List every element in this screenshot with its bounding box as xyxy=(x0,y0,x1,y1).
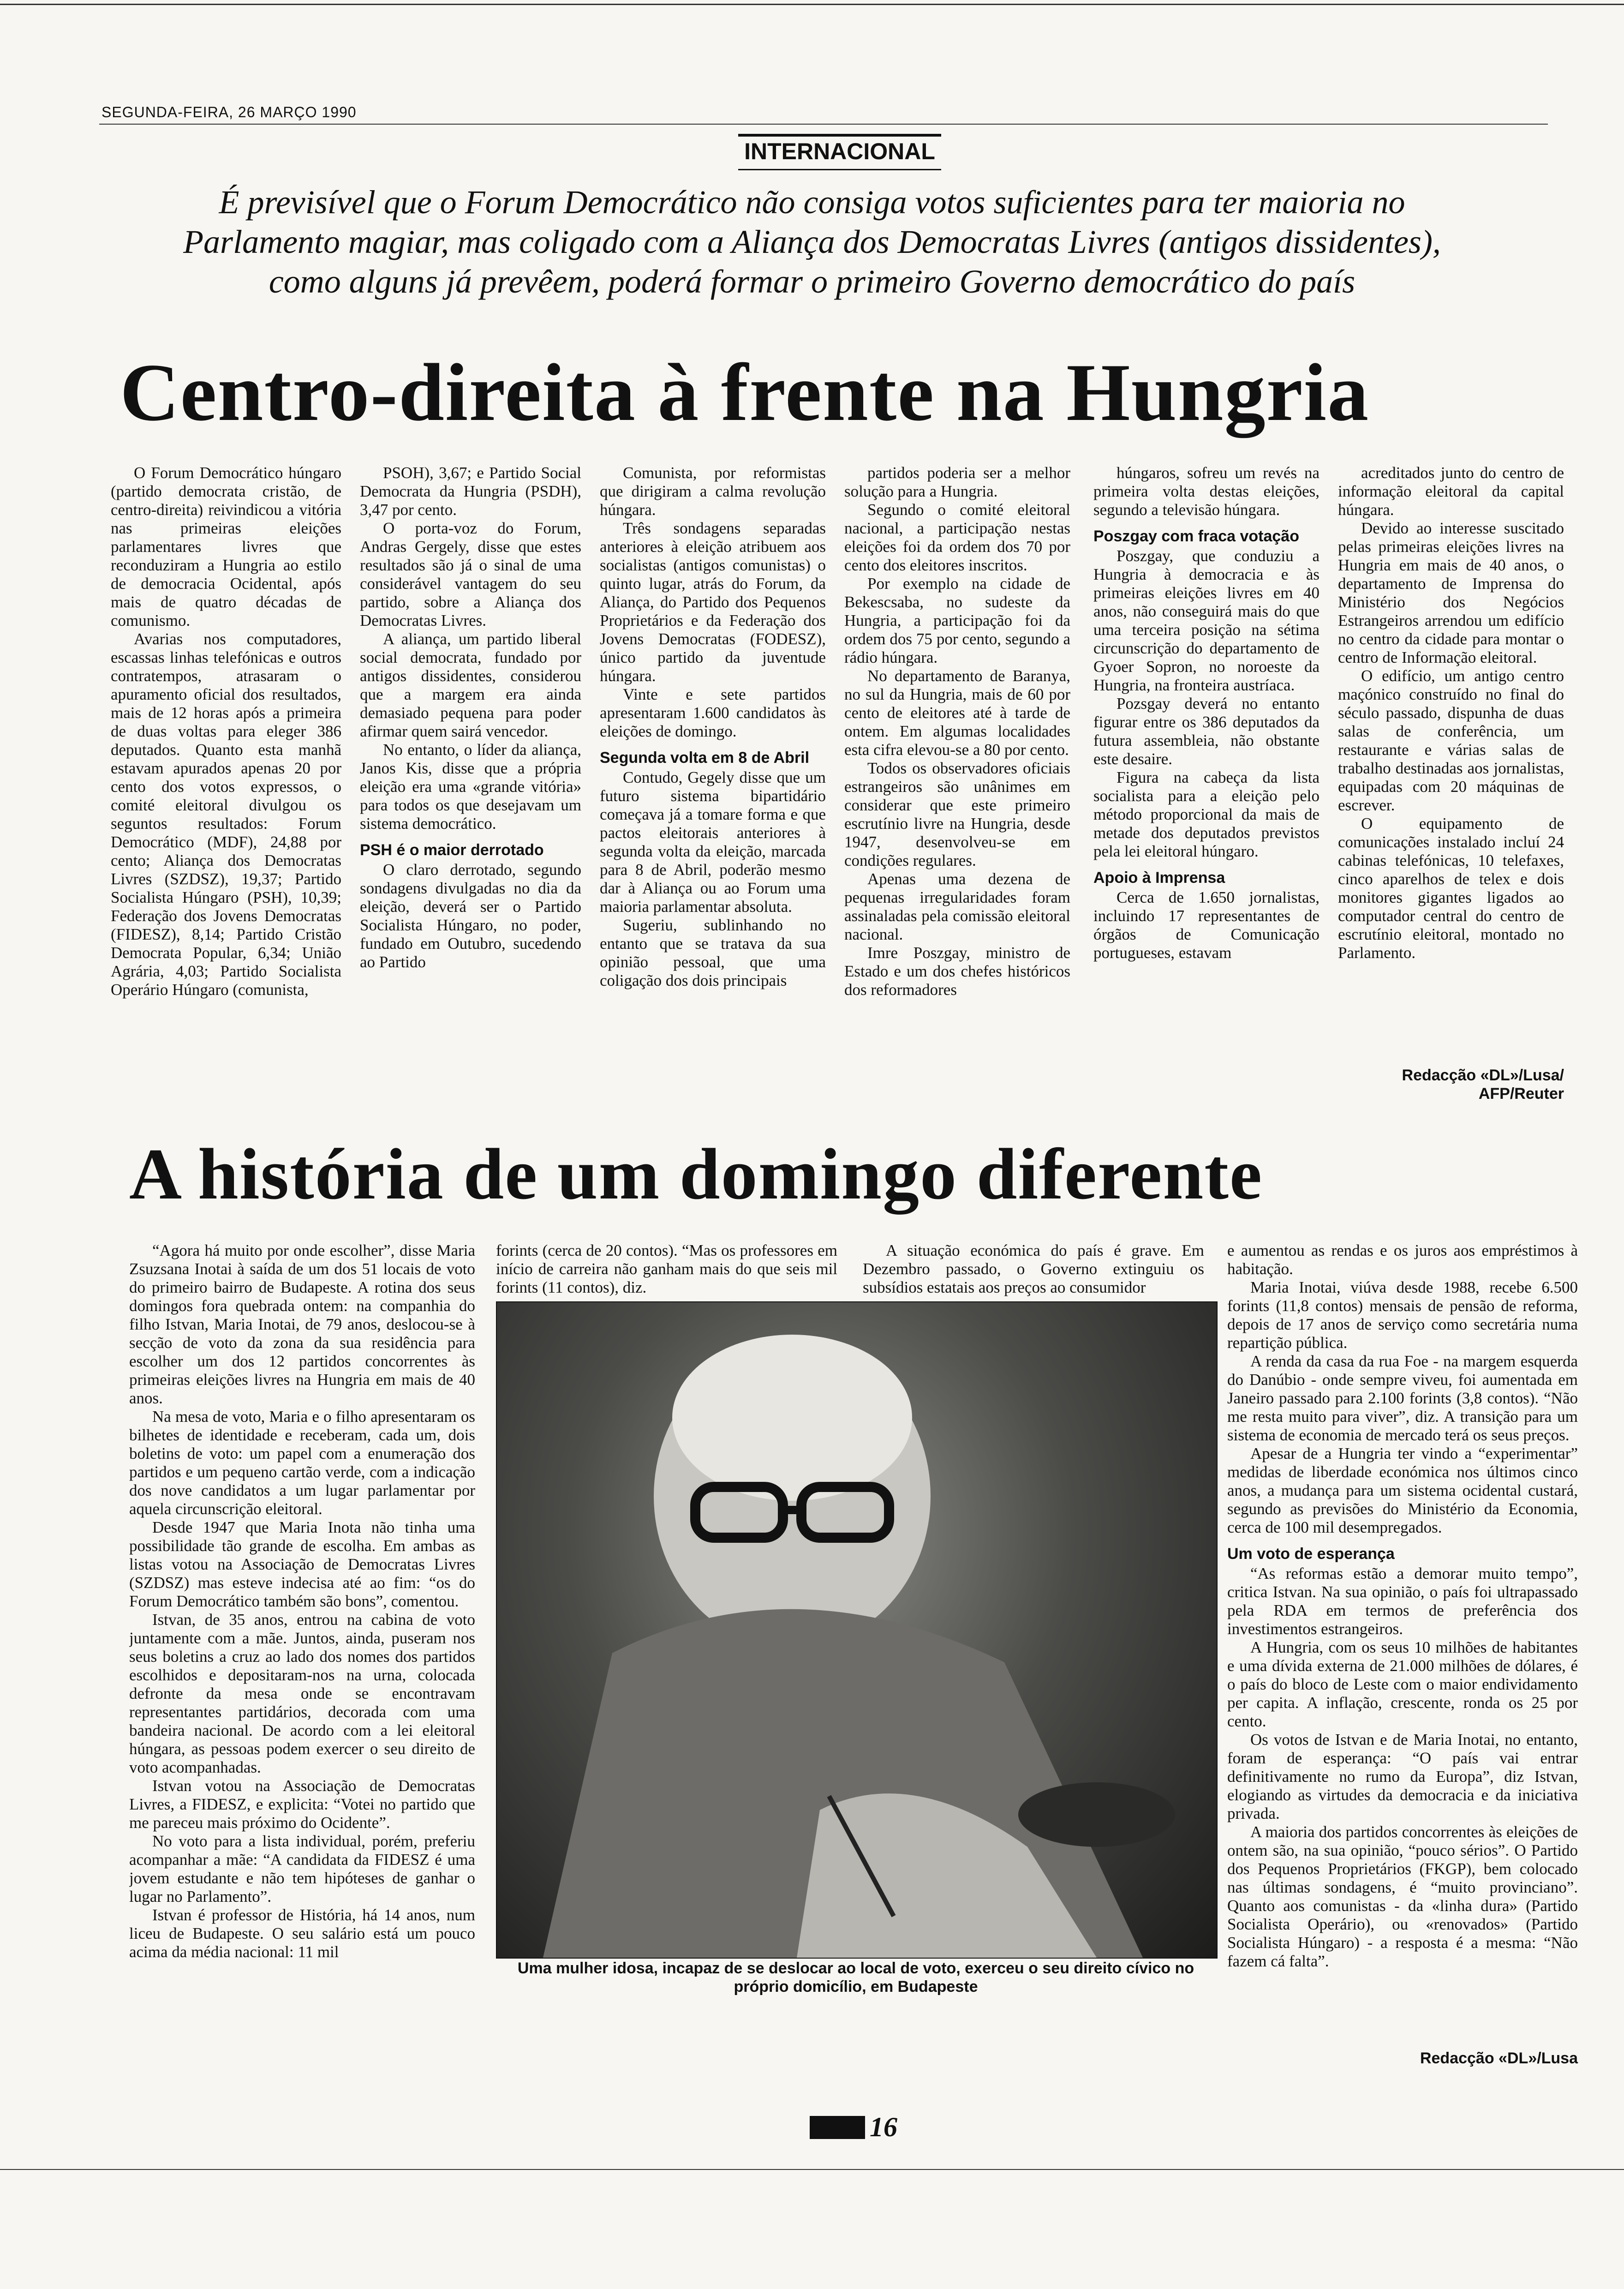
paragraph: Apenas uma dezena de pequenas irregularidades foram assinaladas pela comissão eleitoral nacional. xyxy=(844,870,1070,943)
paragraph: Contudo, Gegely disse que um futuro sistema bipartidário começava já a tomare forma e que pactos eleitorais anteriores à segunda volta da eleição, marcada para 8 de Abril, poderão mesmo dar à Aliança ou ao Forum uma maioria parlamentar absoluta. xyxy=(600,768,826,916)
article1-column-3 xyxy=(600,464,826,1119)
voting-photo xyxy=(496,1301,1218,1959)
paragraph: A renda da casa da rua Foe - na margem esquerda do Danúbio - onde sempre viveu, foi aumentada em Janeiro passado para 2.100 forints (3,8 contos). “Não me resta muito para viver”, diz. A transição para um sistema de economia de mercado terá os seus preços. xyxy=(1227,1352,1578,1444)
paragraph: A situação económica do país é grave. Em Dezembro passado, o Governo extinguiu os subsídios estatais aos preços ao consumidor xyxy=(863,1241,1204,1296)
headline-hungary: Centro-direita à frente na Hungria xyxy=(120,347,1370,438)
paragraph: Devido ao interesse suscitado pelas primeiras eleições livres na Hungria em mais de 40 anos, o departamento de Imprensa do Ministério dos Negócios Estrangeiros arrendou um edifício no centro da cidade para montar o centro de Informação eleitoral. xyxy=(1338,519,1564,666)
paragraph: Três sondagens separadas anteriores à eleição atribuem aos socialistas (antigos comunistas) o quinto lugar, atrás do Forum, da Aliança, do Partido dos Pequenos Proprietários e da Federação dos Jovens Democratas (FODESZ), único partido da juventude húngara. xyxy=(600,519,826,685)
paragraph: O porta-voz do Forum, Andras Gergely, disse que estes resultados são já o sinal de uma considerável vantagem do seu partido, sobre a Aliança dos Democratas Livres. xyxy=(360,519,581,629)
paragraph: Os votos de Istvan e de Maria Inotai, no entanto, foram de esperança: “O país vai entrar definitivamente no rumo da Europa”, diz Istvan, elogiando as virtudes da democracia e da iniciativa privada. xyxy=(1227,1731,1578,1822)
paragraph: Apesar de a Hungria ter vindo a “experimentar” medidas de liberdade económica nos últimos cinco anos, a mudança para um sistema ocidental custará, segundo as previsões do Ministério da Economia, cerca de 100 mil desempregados. xyxy=(1227,1444,1578,1536)
paragraph: PSOH), 3,67; e Partido Social Democrata da Hungria (PSDH), 3,47 por cento. xyxy=(360,464,581,519)
paragraph: Istvan votou na Associação de Democratas Livres, a FIDESZ, e explicita: “Votei no partido que me pareceu mais próximo do Ocidente”. xyxy=(129,1777,475,1832)
article1-column-2 xyxy=(360,464,581,1119)
article2-column-2 xyxy=(496,1241,837,1297)
dateline: SEGUNDA-FEIRA, 26 MARÇO 1990 xyxy=(102,104,357,120)
paragraph: Istvan, de 35 anos, entrou na cabina de voto juntamente com a mãe. Juntos, ainda, puseram nos seus boletins a cruz ao lado dos nomes dos partidos escolhidos e depositaram-nos na urna, colocada defronte da mesa onde se encontravam representantes partidários, decorada com uma bandeira nacional. De acordo com a lei eleitoral húngara, as pessoas podem exercer o seu direito de voto acompanhadas. xyxy=(129,1611,475,1776)
headline-sunday: A história de um domingo diferente xyxy=(129,1134,1263,1215)
paragraph: Figura na cabeça da lista socialista para a eleição pelo método proporcional da mais de metade dos deputados previstos pela lei eleitoral húngaro. xyxy=(1093,768,1320,860)
article2-column-3 xyxy=(863,1241,1204,1297)
article2-credit: Redacção «DL»/Lusa xyxy=(1420,2049,1578,2067)
article1-credit: Redacção «DL»/Lusa/ AFP/Reuter xyxy=(1402,1067,1564,1103)
paragraph: Imre Poszgay, ministro de Estado e um dos chefes históricos dos reformadores xyxy=(844,944,1070,999)
subheading: Um voto de esperança xyxy=(1227,1545,1395,1563)
paragraph: O Forum Democrático húngaro (partido democrata cristão, de centro-direita) reivindicou a vitória nas primeiras eleições parlamentares livres que reconduziram a Hungria ao estilo de democracia Ocidental, após mais de quatro décadas de comunismo. xyxy=(111,464,341,629)
paragraph: Vinte e sete partidos apresentaram 1.600 candidatos às eleições de domingo. xyxy=(600,685,826,740)
paragraph: A maioria dos partidos concorrentes às eleições de ontem são, na sua opinião, “pouco sérios”. O Partido dos Pequenos Proprietários (FKGP), bem colocado nas últimas sondagens, é “muito provinciano”. Quanto aos comunistas - da «linha dura» (Partido Socialista Operário), ou «renovados» (Partido Socialista Húngaro) - a resposta é a mesma: “Não fazem cá falta”. xyxy=(1227,1823,1578,1970)
paragraph: Desde 1947 que Maria Inota não tinha uma possibilidade tão grande de escolha. Em ambas as listas votou na Associação de Democratas Livres (SZDSZ) mas esteve indecisa até ao fim: “os do Forum Democrático também são bons”, comentou. xyxy=(129,1518,475,1610)
paragraph: forints (cerca de 20 contos). “Mas os professores em início de carreira não ganham mais do que seis mil forints (11 contos), diz. xyxy=(496,1241,837,1296)
paragraph: partidos poderia ser a melhor solução para a Hungria. xyxy=(844,464,1070,500)
paragraph: Segundo o comité eleitoral nacional, a participação nestas eleições foi da ordem dos 70 por cento dos eleitores inscritos. xyxy=(844,501,1070,574)
subheading: Poszgay com fraca votação xyxy=(1093,527,1299,545)
paragraph: No voto para a lista individual, porém, preferiu acompanhar a mãe: “A candidata da FIDESZ é uma jovem estudante e não tem hipóteses de ganhar o lugar no Parlamento”. xyxy=(129,1832,475,1906)
paragraph: Cerca de 1.650 jornalistas, incluindo 17 representantes de órgãos de Comunicação portugueses, estavam xyxy=(1093,888,1320,962)
article1-column-1 xyxy=(111,464,341,1119)
subheading: Apoio à Imprensa xyxy=(1093,869,1225,887)
newspaper-logo xyxy=(810,2116,865,2139)
paragraph: O claro derrotado, segundo sondagens divulgadas no dia da eleição, deverá ser o Partido Socialista Húngaro, no poder, fundado em Outubro, sucedendo ao Partido xyxy=(360,861,581,971)
paragraph: Na mesa de voto, Maria e o filho apresentaram os bilhetes de identidade e receberam, cada um, dois boletins de voto: um papel com a enumeração dos partidos e um pequeno cartão verde, com a indicação dos nove candidatos a um lugar parlamentar por aquela circunscrição eleitoral. xyxy=(129,1408,475,1518)
lead-paragraph: É previsível que o Forum Democrático não consiga votos suficientes para ter maioria no Parlamento magiar, mas coligado com a Aliança dos Democratas Livres (antigos dissidentes), como alguns já prevêem, poderá formar o primeiro Governo democrático do país xyxy=(183,184,1441,300)
paragraph: e aumentou as rendas e os juros aos empréstimos à habitação. xyxy=(1227,1241,1578,1278)
article1-column-6 xyxy=(1338,464,1564,1064)
dateline-rule xyxy=(99,124,1548,125)
paragraph: Por exemplo na cidade de Bekescsaba, no sudeste da Hungria, a participação foi da ordem dos 75 por cento, segundo a rádio húngara. xyxy=(844,575,1070,666)
article2-column-1 xyxy=(129,1241,475,2072)
section-label: INTERNACIONAL xyxy=(738,134,941,170)
subheading: Segunda volta em 8 de Abril xyxy=(600,749,810,767)
article1-column-5 xyxy=(1093,464,1320,1119)
photo-illustration xyxy=(497,1302,1217,1958)
paragraph: A aliança, um partido liberal social democrata, fundado por antigos dissidentes, considerou que a margem era ainda demasiado pequena para poder afirmar quem sairá vencedor. xyxy=(360,630,581,740)
paragraph: Poszgay, que conduziu a Hungria à democracia e às primeiras eleições livres em 40 anos, não conseguirá mais do que uma terceira posição na sétima circunscrição do departamento de Gyoer Sopron, no noroeste da Hungria, na fronteira austríaca. xyxy=(1093,547,1320,694)
paragraph: húngaros, sofreu um revés na primeira volta destas eleições, segundo a televisão húngara. xyxy=(1093,464,1320,519)
paragraph: Pozsgay deverá no entanto figurar entre os 386 deputados da futura assembleia, não obstante este desaire. xyxy=(1093,695,1320,768)
article1-column-4 xyxy=(844,464,1070,1119)
page-number: 16 xyxy=(870,2112,897,2142)
paragraph: “Agora há muito por onde escolher”, disse Maria Zsuzsana Inotai à saída de um dos 51 locais de voto do primeiro bairro de Budapeste. A rotina dos seus domingos fora quebrada ontem: na companhia do filho Istvan, Maria Inotai, de 79 anos, deslocou-se à secção de voto da zona da sua residência para escolher um dos 12 partidos concorrentes às primeiras eleições livres na Hungria em mais de 40 anos. xyxy=(129,1241,475,1407)
paragraph: “As reformas estão a demorar muito tempo”, critica Istvan. Na sua opinião, o país foi ultrapassado pela RDA em termos de preferência dos investimentos estrangeiros. xyxy=(1227,1564,1578,1638)
paragraph: O equipamento de comunicações instalado incluí 24 cabinas telefónicas, 10 telefaxes, cinco aparelhos de telex e dois monitores gigantes ligados ao computador central do centro de escrutínio eleitoral, montado no Parlamento. xyxy=(1338,815,1564,962)
paragraph: No departamento de Baranya, no sul da Hungria, mais de 60 por cento de eleitores até à tarde de ontem. Em algumas localidades esta cifra elevou-se a 80 por cento. xyxy=(844,667,1070,759)
paragraph: Istvan é professor de História, há 14 anos, num liceu de Budapeste. O seu salário está um pouco acima da média nacional: 11 mil xyxy=(129,1906,475,1961)
paragraph: acreditados junto do centro de informação eleitoral da capital húngara. xyxy=(1338,464,1564,519)
footer-rule xyxy=(0,2169,1624,2170)
paragraph: No entanto, o líder da aliança, Janos Kis, disse que a própria eleição era uma «grande vitória» para todos os que desejavam um sistema democrático. xyxy=(360,741,581,833)
paragraph: Avarias nos computadores, escassas linhas telefónicas e outros contratempos, atrasaram o apuramento oficial dos resultados, mais de 12 horas após a primeira de duas voltas para eleger 386 deputados. Quanto esta manhã estavam apurados apenas 20 por cento dos votos expressos, o comité eleitoral divulgou os seguntos resultados: Forum Democrático (MDF), 24,88 por cento; Aliança dos Democratas Livres (SZDSZ), 19,37; Partido Socialista Húngaro (PSH), 10,39; Federação dos Jovens Democratas (FIDESZ), 8,14; Partido Cristão Democrata Popular, 6,34; União Agrária, 4,03; Partido Socialista Operário Húngaro (comunista, xyxy=(111,630,341,999)
article2-column-4 xyxy=(1227,1241,1578,2072)
paragraph: Sugeriu, sublinhando no entanto que se tratava da sua opinião pessoal, que uma coligação dos dois principais xyxy=(600,916,826,989)
subheading: PSH é o maior derrotado xyxy=(360,841,544,859)
paragraph: Comunista, por reformistas que dirigiram a calma revolução húngara. xyxy=(600,464,826,519)
paragraph: A Hungria, com os seus 10 milhões de habitantes e uma dívida externa de 21.000 milhões de dólares, é o país do bloco de Leste com o maior endividamento per capita. A inflação, crescente, ronda os 25 por cento. xyxy=(1227,1638,1578,1730)
paragraph: Todos os observadores oficiais estrangeiros são unânimes em considerar que este primeiro escrutínio livre na Hungria, desde 1947, desenvolveu-se em condições regulares. xyxy=(844,759,1070,869)
photo-caption: Uma mulher idosa, incapaz de se deslocar ao local de voto, exerceu o seu direito cívico no próprio domicílio, em Budapeste xyxy=(517,1959,1194,1995)
paragraph: O edifício, um antigo centro maçónico construído no final do século passado, dispunha de duas salas de conferência, um restaurante e várias salas de trabalho destinadas aos jornalistas, equipadas com 20 máquinas de escrever. xyxy=(1338,667,1564,814)
top-border xyxy=(0,4,1624,5)
paragraph: Maria Inotai, viúva desde 1988, recebe 6.500 forints (11,8 contos) mensais de pensão de reforma, depois de 17 anos de serviço como secretária numa repartição pública. xyxy=(1227,1278,1578,1352)
